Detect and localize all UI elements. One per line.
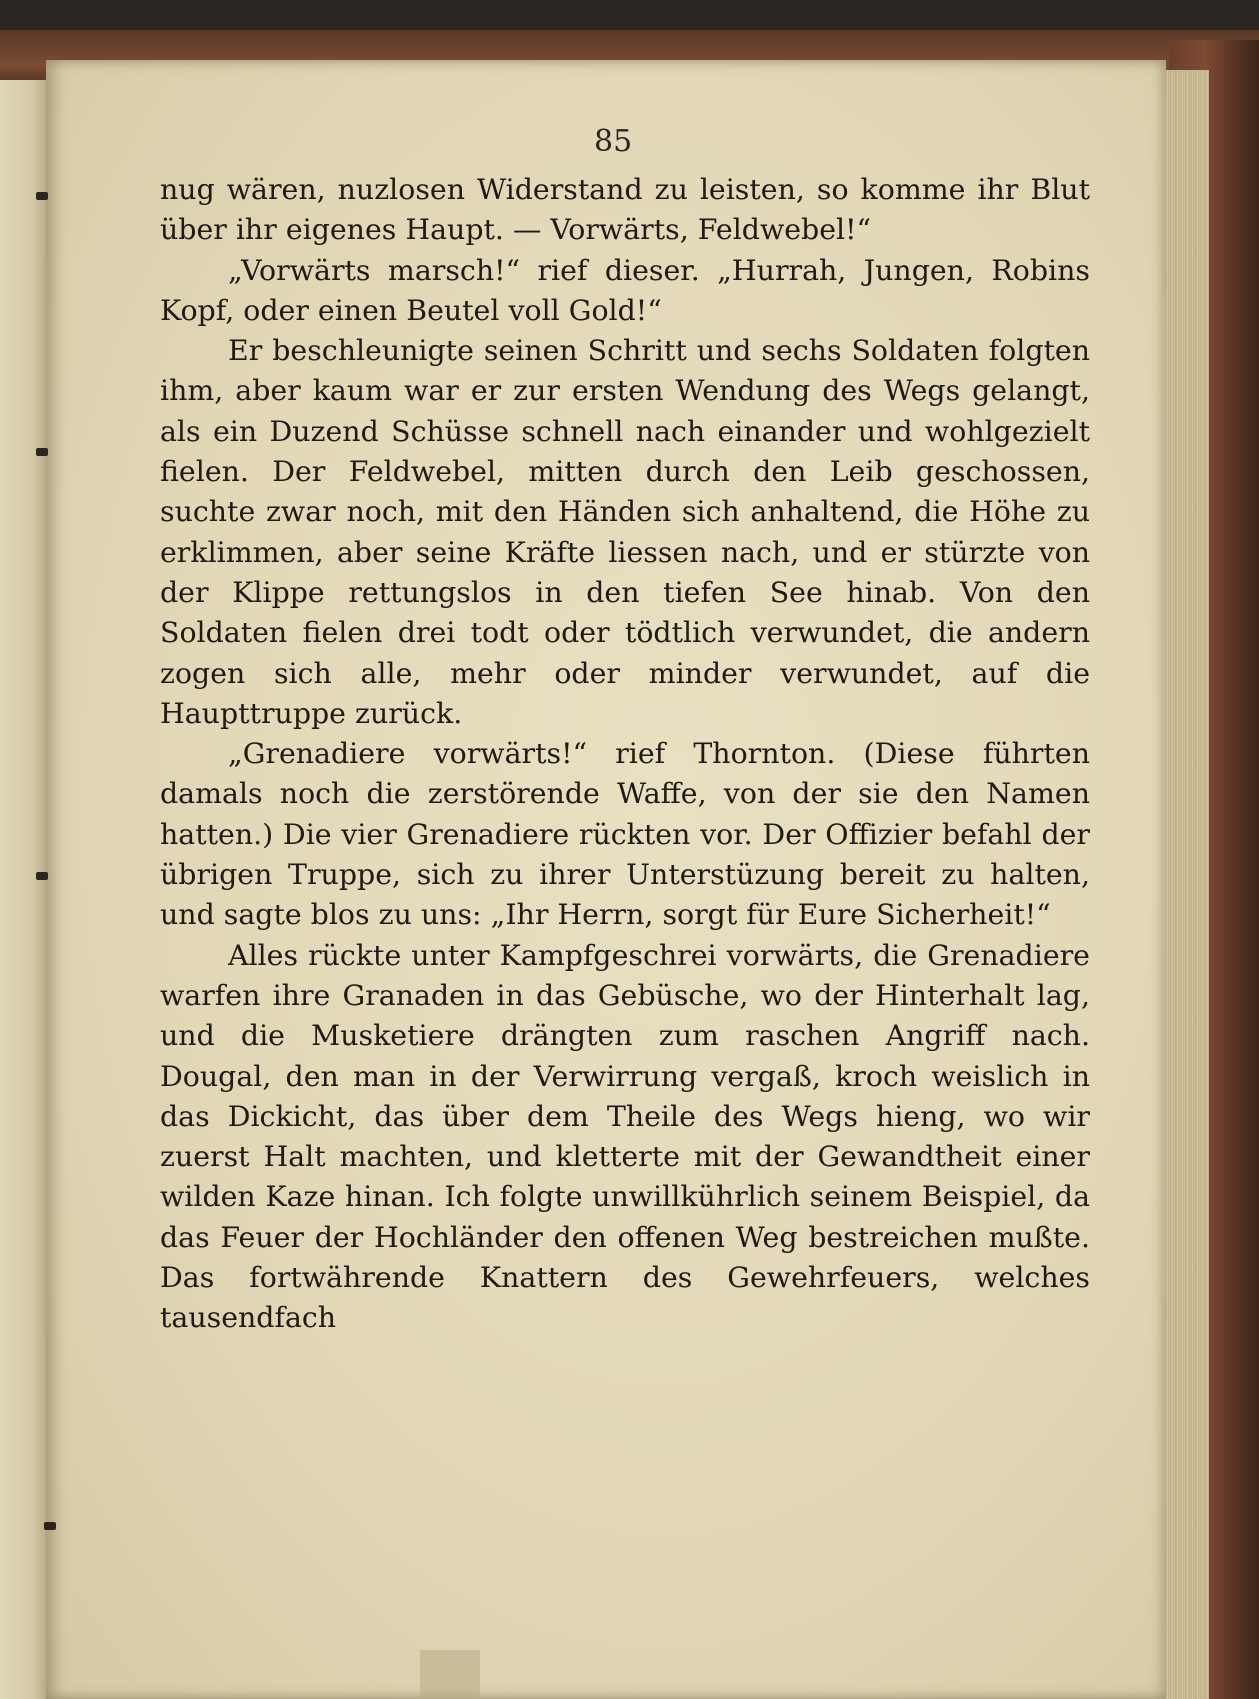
body-text	[160, 170, 1090, 1339]
bookmark-ribbon	[420, 1650, 480, 1699]
page-number: 85	[594, 124, 633, 159]
paragraph: nug wären, nuzlosen Widerstand zu leisten, so komme ihr Blut über ihr eigenes Haupt. — Vorwärts, Feldwebel!“	[160, 173, 1090, 247]
paragraph: Er beschleunigte seinen Schritt und sechs Soldaten folgten ihm, aber kaum war er zur ersten Wendung des Wegs gelangt, als ein Duzend Schüsse schnell nach einander und wohlgezielt fielen. Der Feldwebel, mitten durch den Leib geschossen, suchte zwar noch, mit den Händen sich anhaltend, die Höhe zu erklimmen, aber seine Kräfte liessen nach, und er stürzte von der Klippe rettungslos in den tiefen See hinab. Von den Soldaten fielen drei todt oder tödtlich verwundet, die andern zogen sich alle, mehr oder minder verwundet, auf die Haupttruppe zurück.	[160, 334, 1090, 730]
facing-page-edge	[0, 80, 50, 1699]
margin-mark	[44, 1522, 56, 1530]
margin-mark	[36, 192, 48, 200]
paragraph: „Vorwärts marsch!“ rief dieser. „Hurrah, Jungen, Robins Kopf, oder einen Beutel voll Gold!“	[160, 253, 1090, 327]
paragraph: Alles rückte unter Kampfgeschrei vorwärts, die Grenadiere warfen ihre Granaden in das Gebüsche, wo der Hinterhalt lag, und die Musketiere drängten zum raschen Angriff nach. Dougal, den man in der Verwirrung vergaß, kroch weislich in das Dickicht, das über dem Theile des Wegs hieng, wo wir zuerst Halt machten, und kletterte mit der Gewandtheit einer wilden Kaze hinan. Ich folgte unwillkührlich seinem Beispiel, da das Feuer der Hochländer den offenen Weg bestreichen mußte. Das fortwährende Knattern des Gewehrfeuers, welches tausendfach	[160, 938, 1090, 1335]
paragraph: „Grenadiere vorwärts!“ rief Thornton. (Diese führten damals noch die zerstörende Waffe, von der sie den Namen hatten.) Die vier Grenadiere rückten vor. Der Offizier befahl der übrigen Truppe, sich zu ihrer Unterstüzung bereit zu halten, und sagte blos zu uns: „Ihr Herrn, sorgt für Eure Sicherheit!“	[160, 737, 1090, 932]
margin-mark	[36, 872, 48, 880]
margin-mark	[36, 448, 48, 456]
